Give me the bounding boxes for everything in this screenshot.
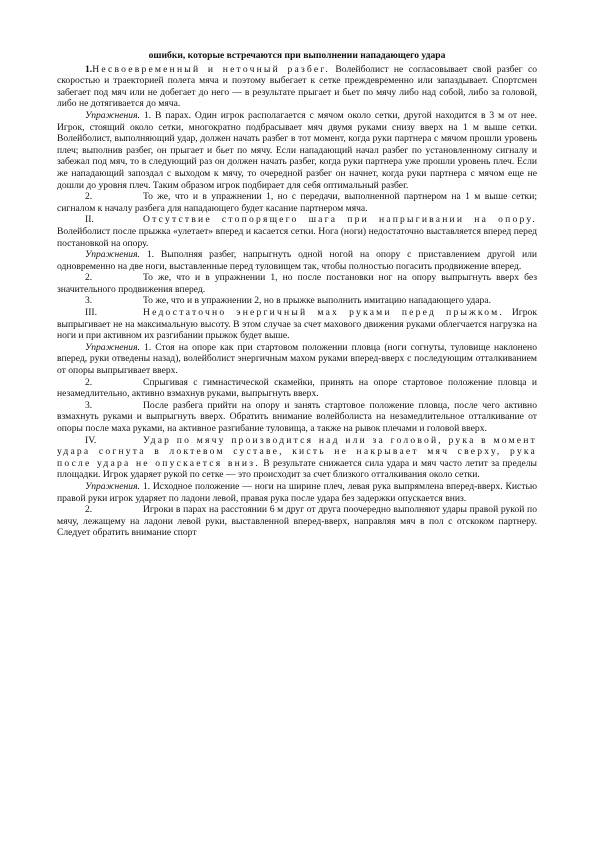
section-2-number: II. [85,214,94,226]
section-2-heading: Отсутствие стопорящего шага при напрыгивании на опору. [143,214,537,226]
section-3-exercise-2 [57,377,537,400]
section-3-number: III. [85,307,97,319]
document-page [57,50,537,539]
section-3-exercise-2-text: Спрыгивая с гимнастической скамейки, принять на опоре стартовое положение пловца и незамедлительно, активно взмахнув руками, выпрыгнуть вверх. [57,376,537,400]
exercises-label: Упражнения. [85,249,140,261]
section-1-exercise-2 [57,191,537,214]
exercise-number: 2. [85,272,93,284]
section-1-heading: Несвоевременный и неточный разбег. [92,63,330,75]
exercises-label: Упражнения. [85,341,140,353]
section-2-exercise-3-text: То же, что и в упражнении 2, но в прыжке выполнить имитацию нападающего удара. [143,295,492,307]
section-4-exercise-2-text: Игроки в парах на расстоянии 6 м друг от друга поочередно выполняют удары правой рукой по мячу, лежащему на ладони левой руки, выставленной вперед-вверх, направляя мяч в пол с отскоком партнеру. Следует обратить внимание спорт [57,504,537,539]
section-2-exercise-2-text: То же, что и в упражнении 1, но после постановки ног на опору выпрыгнуть вверх без значительного продвижения вперед. [57,272,537,295]
section-4-exercise-1 [57,481,537,504]
section-4-body: В результате снижается сила удара и мяч часто летит за пределы площадки. Игрок ударяет рукой по сетке — это происходит за счет близкого отталкивания около сетки. [57,457,537,481]
section-4-number: IV. [85,434,97,446]
section-2-exercise-1-text: 1. Выполняя разбег, напрыгнуть одной ногой на опору с приставлением другой или одновременно на две ноги, выставленные перед туловищем так, чтобы полностью погасить продвижение вперед. [57,249,537,272]
section-3-body: Игрок выпрыгивает не на максимальную высоту. В этом случае за счет махового движения руками облегчается нагрузка на ноги и при активном их разгибании прыжок будет выше. [57,307,537,342]
exercise-number: 2. [85,504,93,516]
section-1 [57,64,537,110]
section-1-exercise-1-text: 1. В парах. Один игрок располагается с мячом около сетки, другой находится в 3 м от нее. Игрок, стоящий около сетки, многократно подбрасывает мяч двумя руками снизу вверх на 1 м выше сетки. Волейболист, выполняющий удар, должен начать разбег в тот момент, когда руки партнера с мячом прошли уровень плеч; выполнив разбег, он прыгает и бьет по мячу. Если нападающий начал разбег по установленному сигналу и забежал под мяч, то в следующий раз он должен начать разбег, когда руки партнера уже прошли уровень плеч. Если же нападающий запоздал с выходом к мячу, то очередной разбег он начнет, когда руки партнера с мячом еще не дошли до уровня плеч. Таким образом игрок подбирает для себя оптимальный разбег. [57,109,537,191]
section-2-exercise-2 [57,272,537,295]
exercise-number: 3. [85,295,93,307]
section-3-exercise-1-text: 1. Стоя на опоре как при стартовом положении пловца (ноги согнуты, туловище наклонено вперед, руки отведены назад), волейболист энергичным махом руками вперед-вверх с последующим отталкиванием от опоры выпрыгивает вверх. [57,341,537,377]
section-3-exercise-3 [57,400,537,435]
section-3-exercise-1 [57,342,537,377]
section-2 [57,214,537,249]
section-3-heading: Недостаточно энергичный мах руками перед прыжком. [143,307,504,319]
exercise-number: 2. [85,376,93,388]
section-4 [57,435,537,481]
exercise-number: 2. [85,191,93,203]
section-2-body: Волейболист после прыжка «улетает» вперед и касается сетки. Нога (ноги) недостаточно выставляется вперед перед постановкой на опору. [57,225,537,249]
section-4-exercise-1-text: 1. Исходное положение — ноги на ширине плеч, левая рука выпрямлена вперед-вверх. Кистью правой руки игрок ударяет по ладони левой, правая рука после удара без задержки опускается вниз. [57,480,537,504]
section-4-exercise-2 [57,504,537,539]
exercises-label: Упражнения. [85,480,140,492]
section-1-exercise-1 [57,110,537,191]
page-title: ошибки, которые встречаются при выполнении нападающего удара [148,50,446,61]
section-1-exercise-2-text: То же, что и в упражнении 1, но с передачи, выполненной партнером на 1 м выше сетки; сигналом к началу разбега для нападающего будет касание партнером мяча. [57,191,537,214]
section-1-number: 1. [85,63,93,75]
exercises-label: Упражнения. [85,109,140,121]
section-3 [57,307,537,342]
section-2-exercise-3 [57,295,537,307]
section-3-exercise-3-text: После разбега прийти на опору и занять стартовое положение пловца, после чего активно взмахнуть руками и выпрыгнуть вверх. Обратить внимание волейболиста на незамедлительное отталкивание от опоры после маха руками, на активное разгибание туловища, а также на рывок плечами и головой вверх. [57,399,537,434]
section-2-exercise-1 [57,249,537,272]
section-1-body: Волейболист не согласовывает свой разбег со скоростью и траекторией полета мяча и поэтому выбегает к сетке преждевременно или запаздывает. Спортсмен забегает под мяч или не добегает до него — в результате прыгает и бьет по мячу либо над собой, либо за головой, либо не дотягивается до мяча. [57,63,537,110]
exercise-number: 3. [85,399,93,411]
section-4-heading: Удар по мячу производится над или за головой, рука в момент удара согнута в локтевом суставе, кисть не накрывает мяч сверху, рука после удара не опускается вниз. [57,434,537,469]
